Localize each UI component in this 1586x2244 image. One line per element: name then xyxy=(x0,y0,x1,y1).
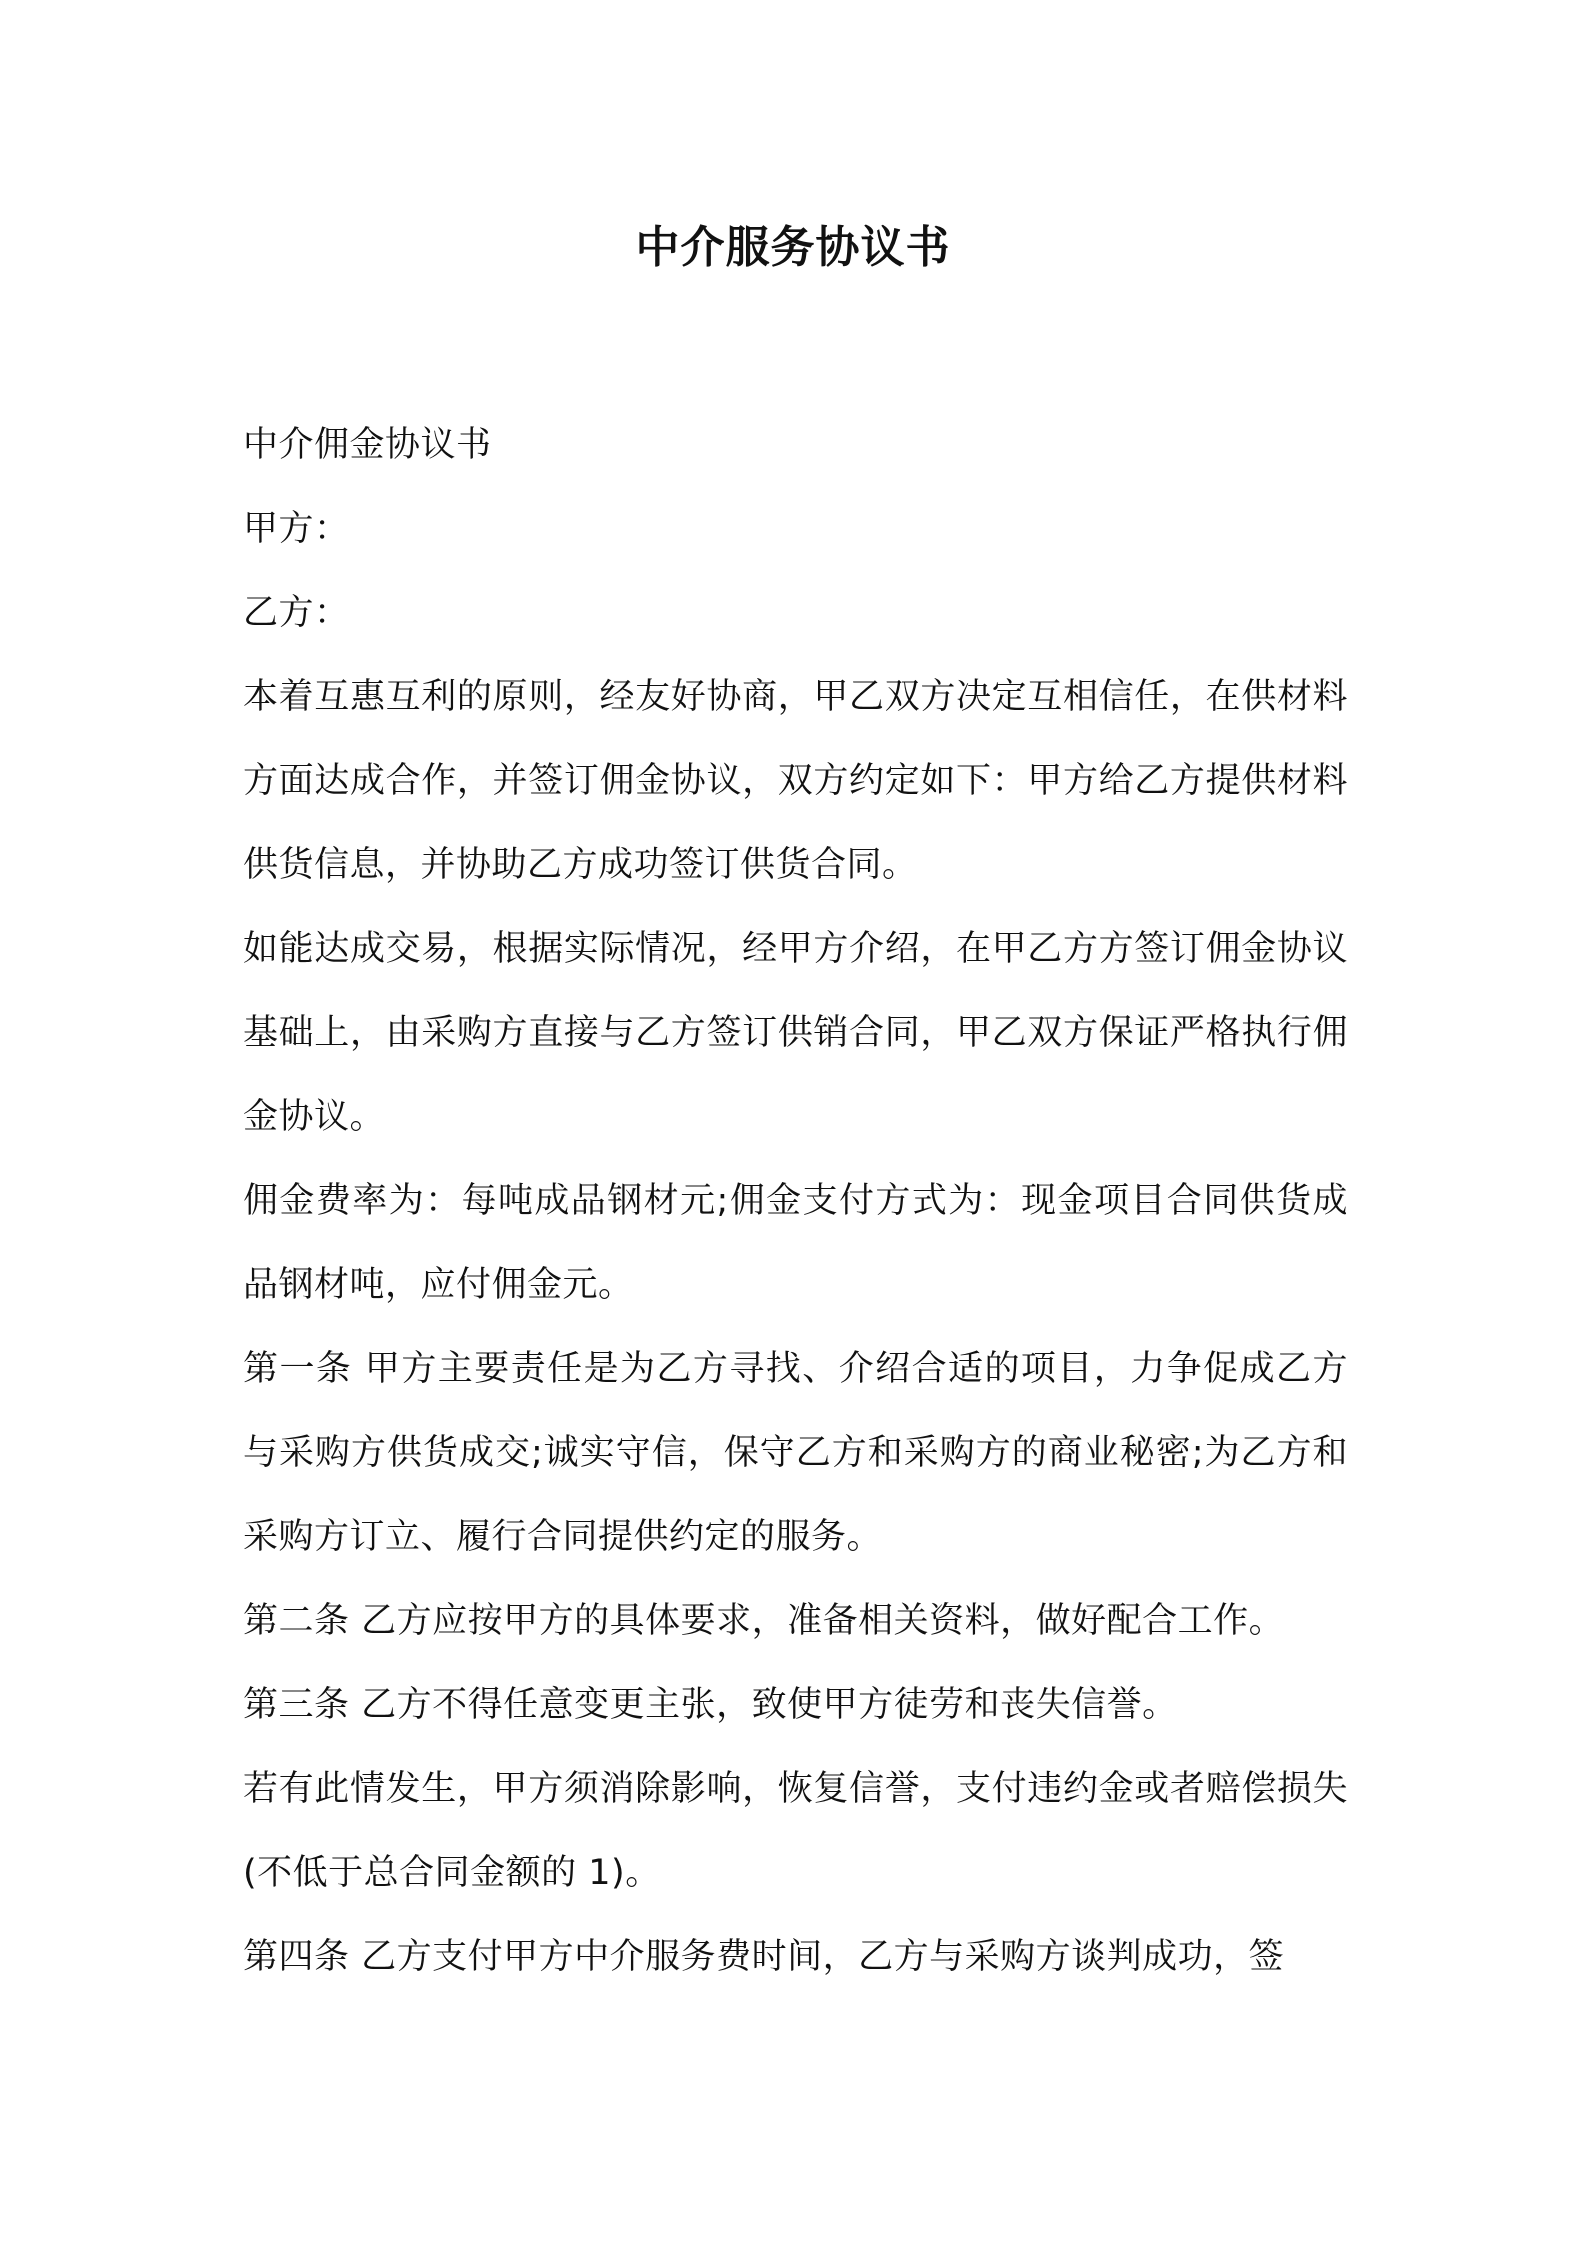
paragraph-party-b: 乙方： xyxy=(243,593,350,633)
document-title: 中介服务协议书 xyxy=(635,222,951,273)
paragraph-commission-rate: 佣金费率为：每吨成品钢材元;佣金支付方式为：现金项目合同供货成品钢材吨，应付佣金元。 xyxy=(243,1181,1348,1305)
document-body xyxy=(243,403,1348,1999)
paragraph-transaction: 如能达成交易，根据实际情况，经甲方介绍，在甲乙方方签订佣金协议基础上，由采购方直接与乙方签订供销合同，甲乙双方保证严格执行佣金协议。 xyxy=(243,929,1348,1137)
paragraph-article-1: 第一条 甲方主要责任是为乙方寻找、介绍合适的项目，力争促成乙方与采购方供货成交;诚实守信，保守乙方和采购方的商业秘密;为乙方和采购方订立、履行合同提供约定的服务。 xyxy=(243,1349,1348,1557)
paragraph-article-2: 第二条 乙方应按甲方的具体要求，准备相关资料，做好配合工作。 xyxy=(243,1601,1285,1641)
paragraph-subtitle: 中介佣金协议书 xyxy=(243,425,492,465)
paragraph-party-a: 甲方： xyxy=(243,509,350,549)
paragraph-preamble: 本着互惠互利的原则，经友好协商，甲乙双方决定互相信任，在供材料方面达成合作，并签订佣金协议，双方约定如下：甲方给乙方提供材料供货信息，并协助乙方成功签订供货合同。 xyxy=(243,677,1348,885)
paragraph-article-4: 第四条 乙方支付甲方中介服务费时间，乙方与采购方谈判成功，签 xyxy=(243,1937,1285,1977)
paragraph-breach: 若有此情发生，甲方须消除影响，恢复信誉，支付违约金或者赔偿损失(不低于总合同金额的 1)。 xyxy=(243,1769,1348,1893)
paragraph-article-3: 第三条 乙方不得任意变更主张，致使甲方徒劳和丧失信誉。 xyxy=(243,1685,1178,1725)
